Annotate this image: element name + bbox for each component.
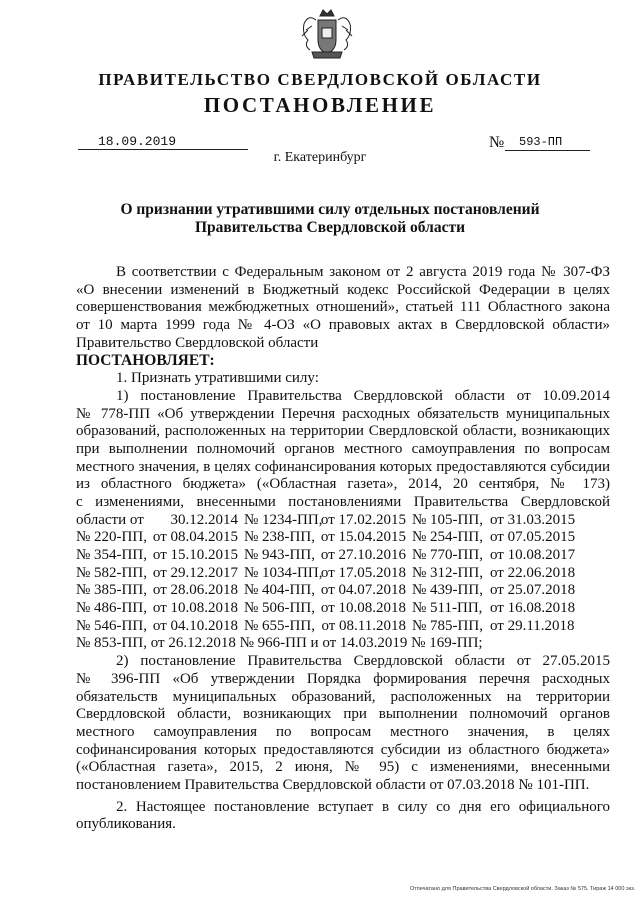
amendment-cell: от 22.06.2018 (490, 564, 576, 581)
item1-1-line: из областного бюджета» («Областная газета», 2014, 20 сентября, № 173) (76, 476, 610, 493)
amendment-cell: № 655-ПП, (244, 617, 315, 634)
amendment-cell: области от (76, 511, 144, 528)
amendment-cell: от 16.08.2018 (490, 600, 576, 617)
item1-1-line: 1) постановление Правительства Свердловской области от 10.09.2014 (116, 387, 610, 404)
city: г. Екатеринбург (273, 150, 367, 165)
amendment-cell: от 25.07.2018 (490, 582, 576, 599)
title-line: Правительства Свердловской области (194, 219, 466, 236)
amendment-cell: № 1034-ПП, (244, 564, 323, 581)
amendment-cell: от 08.11.2018 (321, 617, 406, 634)
item1-2-line: 2) постановление Правительства Свердловской области от 27.05.2015 (116, 653, 610, 670)
amendment-cell: от 17.02.2015 (320, 511, 406, 528)
amendments-row (76, 547, 610, 565)
amendment-cell: № 943-ПП, (244, 547, 315, 563)
item1-1-line: № 778-ПП «Об утверждении Перечня расходных обязательств муниципальных (76, 405, 610, 422)
amendment-cell: № 238-ПП, (244, 529, 315, 546)
item1-1-line: с изменениями, внесенными постановлениями Правительства Свердловской (76, 493, 610, 510)
government-name: ПРАВИТЕЛЬСТВО СВЕРДЛОВСКОЙ ОБЛАСТИ (98, 70, 542, 89)
amendment-cell: от 31.03.2015 (490, 511, 576, 528)
item1-1-tail: № 853-ПП, от 26.12.2018 № 966-ПП и от 14.03.2019 № 169-ПП; (76, 635, 483, 652)
item1-2-line: Свердловской области, возникающих при выполнении полномочий органов (76, 706, 610, 723)
amendment-cell: № 220-ПП, (76, 529, 147, 546)
amendments-row (76, 618, 610, 636)
item1-intro: 1. Признать утратившими силу: (116, 370, 319, 387)
amendment-cell: от 15.04.2015 (320, 529, 406, 546)
item1-2-line: обязательств муниципальных образований, расположенных на территории (76, 688, 610, 705)
amendments-row (76, 512, 610, 530)
preamble-line: В соответствии с Федеральным законом от 2 августа 2019 года № 307-ФЗ (116, 264, 610, 280)
amendment-cell: № 582-ПП, (76, 564, 147, 581)
item1-1-line: местного значения, в целях софинансирования которых предоставляются субсидии (76, 458, 610, 475)
amendment-cell: № 1234-ПП, (244, 511, 323, 528)
amendments-row (76, 529, 610, 547)
item1-2-line: местного самоуправления по вопросам местного значения, в целях (76, 723, 610, 740)
amendment-cell: № 105-ПП, (412, 511, 483, 528)
amendment-cell: от 29.12.2017 (152, 564, 238, 581)
amendment-cell: от 10.08.2018 (320, 600, 406, 617)
amendment-cell: № 486-ПП, (76, 600, 147, 617)
item2-line: 2. Настоящее постановление вступает в силу со дня его официального (116, 798, 610, 815)
amendment-cell: № 770-ПП, (412, 547, 483, 563)
amendment-cell: № 506-ПП, (244, 600, 315, 617)
decree-date: 18.09.2019 (98, 134, 177, 149)
item1-1-line: образований, расположенных на территории Свердловской области, возникающих (76, 423, 610, 440)
amendment-cell: от 17.05.2018 (320, 564, 406, 581)
document-title (100, 201, 560, 237)
amendment-cell: 30.12.2014 (170, 511, 238, 528)
preamble-line: «О внесении изменений в Бюджетный кодекс Российской Федерации в целях (76, 281, 610, 298)
item1-2-line: («Областная газета», 2015, 2 июня, № 95) с изменениями, внесенными (76, 759, 610, 776)
resolves-heading: ПОСТАНОВЛЯЕТ: (76, 352, 215, 370)
item2-line: опубликования. (76, 816, 176, 833)
amendment-cell: от 04.07.2018 (320, 582, 406, 599)
amendment-cell: от 29.11.2018 (490, 617, 575, 634)
coat-of-arms-icon (298, 6, 356, 66)
amendments-row (76, 565, 610, 583)
amendment-cell: № 546-ПП, (76, 617, 147, 634)
amendment-cell: от 08.04.2015 (152, 529, 238, 546)
document-type: ПОСТАНОВЛЕНИЕ (203, 93, 437, 117)
item1-2-line: постановлением Правительства Свердловской области от 07.03.2018 № 101-ПП. (76, 776, 590, 793)
amendment-cell: от 07.05.2015 (490, 529, 576, 546)
preamble-line: Правительство Свердловской области (76, 334, 319, 351)
amendment-cell: № 439-ПП, (412, 582, 483, 599)
amendment-cell: № 254-ПП, (412, 529, 483, 546)
preamble-line: совершенствования межбюджетных отношений», статьей 111 Областного закона (76, 299, 610, 316)
amendment-cell: № 511-ПП, (412, 600, 483, 617)
amendment-cell: № 312-ПП, (412, 564, 483, 581)
amendment-cell: № 404-ПП, (244, 582, 315, 599)
amendments-row (76, 600, 610, 618)
amendment-cell: от 15.10.2015 (152, 547, 238, 563)
amendment-cell: № 385-ПП, (76, 582, 147, 599)
item1-2-line: № 396-ПП «Об утверждении Порядка формирования перечня расходных (76, 670, 610, 687)
title-line: О признании утратившими силу отдельных постановлений (120, 201, 540, 218)
amendment-cell: от 28.06.2018 (152, 582, 238, 599)
document-body (76, 264, 610, 834)
amendments-row (76, 582, 610, 600)
item1-2-line: софинансирования которых предоставляются субсидии из областного бюджета» (76, 741, 610, 758)
item1-1-line: при выполнении полномочий органов местного самоуправления по вопросам (76, 440, 610, 457)
print-footer: Отпечатано для Правительства Свердловской области. Заказ № 575. Тираж 14 000 экз. (410, 886, 636, 892)
amendment-cell: № 785-ПП, (412, 617, 483, 634)
decree-number: 593-ПП (519, 135, 563, 149)
preamble-line: от 10 марта 1999 года № 4-ОЗ «О правовых актах в Свердловской области» (76, 317, 610, 334)
amendment-cell: № 354-ПП, (76, 547, 147, 563)
amendment-cell: от 10.08.2018 (152, 600, 238, 617)
amendment-cell: от 04.10.2018 (152, 617, 238, 634)
number-sign: № (489, 134, 505, 151)
amendment-cell: от 27.10.2016 (320, 547, 406, 563)
amendment-cell: от 10.08.2017 (490, 547, 576, 563)
